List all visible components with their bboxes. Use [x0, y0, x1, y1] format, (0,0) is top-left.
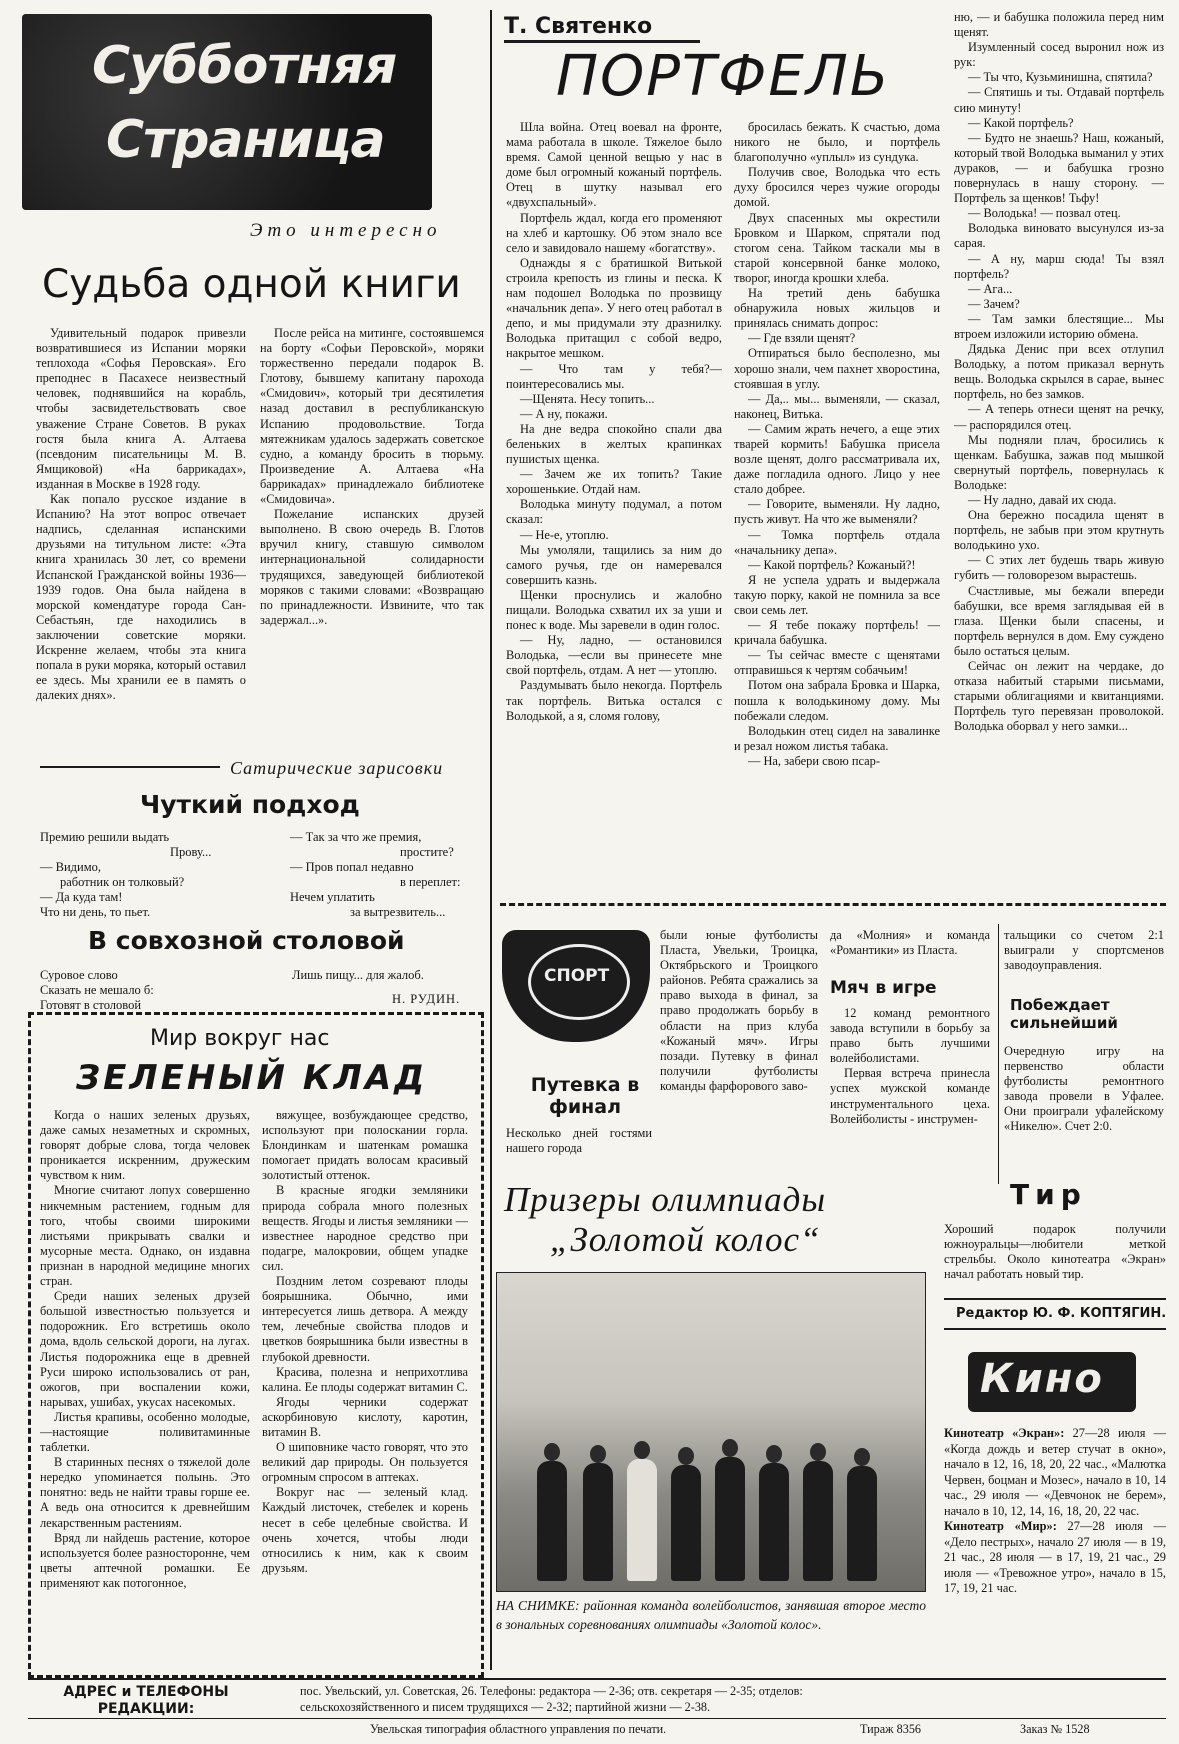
- column-rule: [490, 10, 492, 1670]
- divider: [504, 40, 700, 43]
- footer-print: Увельская типография областного управления по печати.: [370, 1722, 667, 1736]
- satire-poem2-right: Лишь пищу... для жалоб.: [292, 968, 424, 982]
- kino-1-text: 27—28 июля — «Когда дождь и ветер стучат в окно», начало в 12, 16, 18, 20, 22 час., «Малютка Червен, боцман и Мозес», начало в 10, 14 час., 29 июля — «Девчонок не берем», начало в 10, 12, 14, 16, 18, 20, 22 час.: [944, 1426, 1166, 1518]
- satire-title-1: Чуткий подход: [140, 790, 360, 819]
- satire-poem2-left: Суровое слово Сказать не мешало б: Готовят в столовой: [40, 968, 154, 1012]
- strong-title: Побеждает сильнейший: [1010, 996, 1118, 1032]
- book-story-col1: Удивительный подарок привезли возвратившиеся из Испании моряки теплохода «Софья Перовская». Его преподнес в Пасахесе неизвестный человек, поднявшийся на корабль, чтобы засвидетельствовать свое уважение Стране Советов. В руках гостя была книга А. Алтаева (псевдоним писательницы М. В. Ямщиковой) «На баррикадах», изданная в Москве в 1928 году. Как попало русское издание в Испанию? На этот вопрос отвечает надпись, сделанная испанскими друзьями на титульном листе: «Эта книга хранилась 30 лет, со времени Испанской Гражданской войны 1936—1939 годов. Она была найдена в морской комендатуре города Сан-Себастьян, где находились в заключении советские моряки. Искренне желаем, чтобы эта книга попала в руки моряка, который оставил ее здесь. Мы хранили ее в память о далеких днях».: [36, 326, 246, 703]
- footer-label: АДРЕС и ТЕЛЕФОНЫ РЕДАКЦИИ:: [63, 1684, 229, 1717]
- sport-col3: 12 команд ремонтного завода вступили в борьбу за право быть лучшими волейболистами. Первая встреча принесла успех мужской команде инструментального цеха. Волейболисты - инструмен-: [830, 1006, 990, 1126]
- green-rubric: Мир вокруг нас: [150, 1026, 330, 1051]
- divider: [40, 766, 220, 768]
- kino-1-name: Кинотеатр «Экран»:: [944, 1426, 1065, 1440]
- tir-title: Тир: [1010, 1178, 1087, 1211]
- photo-caption-lead: НА СНИМКЕ:: [496, 1598, 580, 1613]
- kino-2-text: 27—28 июля — «Дело пестрых», начало 27 июля — в 19, 21 час., 28 июля — в 17, 19, 21 час., 29 июля — «Тревожное утро», начало в 15, 17, 19, 21 час.: [944, 1519, 1166, 1595]
- satire-poem-left: Премию решили выдать Прову... — Видимо, работник он толковый? — Да куда там! Что ни день, то пьет.: [40, 830, 212, 919]
- footer-line-1: пос. Увельский, ул. Советская, 26. Телефоны: редактора — 2-36; отв. секретаря — 2-35; отделов:: [300, 1684, 803, 1698]
- sport-col4: Очередную игру на первенство области футболисты ремонтного завода провели в Уфалее. Они проиграли уфалейскому «Никелю». Счет 2:0.: [1004, 1044, 1164, 1134]
- sport-emblem-text: СПОРТ: [544, 966, 610, 986]
- footer-line-2: сельскохозяйственного и писем трудящихся — 2-32; партийной жизни — 2-38.: [300, 1700, 711, 1714]
- masthead-title-line2: Страница: [106, 110, 385, 170]
- olympiad-title-2: „Золотой колос“: [550, 1220, 821, 1259]
- masthead-title-line1: Субботняя: [92, 36, 397, 96]
- team-photo: [496, 1272, 926, 1592]
- footer-circulation: Тираж 8356: [860, 1722, 922, 1736]
- book-story-title: Судьба одной книги: [42, 262, 461, 307]
- portfel-col2: бросилась бежать. К счастью, дома никого не было, и портфель благополучно «уплыл» из сундука. Получив свое, Володька что есть духу бросился через чужие огороды домой. Двух спасенных мы окрестили Бровком и Шарком, спрятали под стогом сена. Тайком таскали мы в старой консервной банке молоко, творог, иногда крошки хлеба. На третий день бабушка обнаружила новых жильцов и принялась снимать допрос: — Где взяли щенят? Отпираться было бесполезно, мы хорошо знали, чем пахнет хворостина, стоявшая в углу. — Да,.. мы... выменяли, — сказал, наконец, Витька. — Самим жрать нечего, а еще этих тварей кормить! Бабушка присела возле щенят, долго рассматривала их, даже погладила одного. Лицо у нее стало добрее. — Говорите, выменяли. Ну ладно, пусть живут. На что же выменяли? — Томка портфель отдала «начальнику депа». — Какой портфель? Кожаный?! Я не успела удрать и выдержала такую порку, какой не помнила за все свои семь лет. — Я тебе покажу портфель! — кричала бабушка. — Ты сейчас вместе с щенятами отправишься к чертям собачьим! Потом она забрала Бровка и Шарка, пошла к володькиному дому. Мы побежали следом. Володькин отец сидел на завалинке и резал ножом листья табака. — На, забери свою псар-: [734, 120, 940, 768]
- kino-program: [944, 1426, 1166, 1597]
- ball-title: Мяч в игре: [830, 978, 937, 998]
- portfel-author: Т. Святенко: [504, 14, 653, 39]
- satire-title-2: В совхозной столовой: [88, 926, 405, 955]
- satire-author: Н. РУДИН.: [392, 992, 461, 1006]
- tir-text: Хороший подарок получили южноуральцы—любители меткой стрельбы. Около кинотеатра «Экран» начал работать новый тир.: [944, 1222, 1166, 1282]
- portfel-col3: ню, — и бабушка положила перед ним щенят. Изумленный сосед выронил нож из рук: — Ты что, Кузьминишна, спятила? — Спятишь и ты. Отдавай портфель сию минуту! — Какой портфель? — Будто не знаешь? Наш, кожаный, который твой Володька выманил у этих дураков, — и бабушка грозно повернулась в нашу сторону. — Портфель за щенков! Тьфу! — Володька! — позвал отец. Володька виновато высунулся из-за сарая. — А ну, марш сюда! Ты взял портфель? — Ага... — Зачем? — Там замки блестящие... Мы втроем изложили историю обмена. Дядька Денис при всех отлупил Володьку, а потом приказал вернуть вещь. Володька скрылся в сарае, вынес портфель, но без замков. — А теперь отнеси щенят на речку, — распорядился отец. Мы подняли плач, бросились к щенкам. Бабушка, зажав под мышкой свернутый портфель, повернулась к Володьке: — Ну ладно, давай их сюда. Она бережно посадила щенят в портфель, не забыв при этом крутнуть володькино ухо. — С этих лет будешь тварь живую губить — головорезом вырастешь. Счастливые, мы бежали впереди бабушки, все время заглядывая ей в глаза. Щенки были спасены, и портфель вернулся в дом. Ему суждено было остаться целым. Сейчас он лежит на чердаке, до отказа набитый старыми письмами, старыми облигациями и квитанциями. Портфель туго перевязан проволокой. Володька оборвал у него замки...: [954, 10, 1164, 734]
- divider: [944, 1298, 1166, 1300]
- divider: [28, 1678, 1166, 1680]
- book-story-col2: После рейса на митинге, состоявшемся на борту «Софьи Перовской», моряки торжественно передали подарок В. Глотову, бывшему капитану парохода «Смидович», который три десятилетия назад доставил в республиканскую Испанию продовольствие. Тогда мятежникам удалось задержать советское судно, а команду бросить в тюрьму. Произведение А. Алтаева «На баррикадах» принадлежало библиотеке «Смидовича». Пожелание испанских друзей выполнено. В свою очередь В. Глотов вручил книгу, ставшую символом интернациональной солидарности трудящихся, заведующей библиотекой моряков с такими словами: «Возвращаю по принадлежности. Извините, что так задержал...».: [260, 326, 484, 627]
- editor: Редактор Ю. Ф. КОПТЯГИН.: [956, 1306, 1167, 1321]
- sport-title: Путевка в финал: [530, 1074, 640, 1118]
- green-col2: вяжущее, возбуждающее средство, используют при полоскании горла. Блондинкам и шатенкам ромашка помогает придать волосам красивый золотистый оттенок. В красные ягодки земляники природа собрала много полезных веществ. Ягоды и листья земляники — известнее народное средство при подагре, малокровии, общем упадке сил. Поздним летом созревают плоды боярышника. Обычно, ими интересуется лишь детвора. А между тем, лечебные свойства плодов и цветков боярышника были известны в глубокой древности. Красива, полезна и неприхотлива калина. Ее плоды содержат витамин С. Ягоды черники содержат аскорбиновую кислоту, каротин, витамин В. О шиповнике часто говорят, что это великий дар природы. Он пользуется огромным спросом в аптеках. Вокруг нас — зеленый клад. Каждый листочек, стебелек и корень несет в себе целебные свойства. И очень хочется, чтобы люди относились к ним, как к своим друзьям.: [262, 1108, 468, 1575]
- sport-col2: были юные футболисты Пласта, Увельки, Троицка, Октябрьского и Троицкого районов. Ребята сражались за право выхода в финал, за право продолжать борьбу в области на приз клуба «Кожаный мяч». Игры позади. Путевку в финал получили футболисты команды фарфорового заво-: [660, 928, 818, 1093]
- masthead-logo: [22, 14, 432, 210]
- kino-2-name: Кинотеатр «Мир»:: [944, 1519, 1057, 1533]
- portfel-title: ПОРТФЕЛЬ: [556, 44, 891, 109]
- divider: [500, 903, 1166, 906]
- rubric-interesting: Это интересно: [250, 220, 442, 241]
- divider: [998, 924, 999, 1184]
- olympiad-title-1: Призеры олимпиады: [504, 1180, 827, 1219]
- kino-logo-text: Кино: [980, 1356, 1104, 1402]
- satire-poem-right: — Так за что же премия, простите? — Пров попал недавно в переплет: Нечем уплатить за вытрезвитель...: [290, 830, 461, 919]
- sport-col3-top: да «Молния» и команда «Романтики» из Пласта.: [830, 928, 990, 958]
- satire-rubric: Сатирические зарисовки: [230, 758, 444, 778]
- sport-col1: Несколько дней гостями нашего города: [506, 1126, 652, 1156]
- footer-order: Заказ № 1528: [1020, 1722, 1090, 1736]
- green-col1: Когда о наших зеленых друзьях, даже самых незаметных и скромных, говорят добрые слова, тогда человек проникается искренним, дружеским чувством к ним. Многие считают лопух совершенно никчемным растением, годным для того, чтобы своими широкими листьями прикрывать свалки и мусорные места. Однако, он издавна признан в народной медицине многих стран. Среди наших зеленых друзей большой известностью пользуется и подорожник. Его встретишь около дома, вдоль сельской дороги, на лугах. Листья подорожника еще в древней Руси широко использовались от ран, ожогов, при воспалении кожи, нарывах, ушибах, укусах насекомых. Листья крапивы, особенно молодые,—настоящие поливитаминные таблетки. В старинных песнях о тяжелой доле нередко упоминается полынь. Это понятно: ведь не найти травы горше ее. А ведь она относится к древнейшим лекарственным растениям. Вряд ли найдешь растение, которое используется более разносторонне, чем цветы аптечной ромашки. Ее применяют как потогонное,: [40, 1108, 250, 1590]
- divider: [28, 1718, 1166, 1719]
- divider: [944, 1328, 1166, 1330]
- photo-caption-text: районная команда волейболистов, занявшая второе место в зональных соревнованиях олимпиады «Золотой колос».: [496, 1598, 927, 1632]
- sport-col4-top: тальщики со счетом 2:1 выиграли у спортсменов заводоуправления.: [1004, 928, 1164, 973]
- green-title: ЗЕЛЕНЫЙ КЛАД: [76, 1058, 428, 1098]
- photo-caption: [496, 1596, 926, 1634]
- portfel-col1: Шла война. Отец воевал на фронте, мама работала в школе. Тяжелое было время. Самой ценной вещью у нас в доме был огромный кожаный портфель. Отец в шутку называл его «двухспальный». Портфель ждал, когда его променяют на хлеб и картошку. Об этом знало все село и завидовало нашему «богатству». Однажды я с братишкой Витькой строила крепость из глины и песка. К нам подошел Володька по прозвищу «начальник депа». У него отец работал в депо, и мы придумали эту дразнилку. Володька притащил с собой ведро, накрытое мешком. — Что там у тебя?—поинтересовались мы. —Щенята. Несу топить... — А ну, покажи. На дне ведра спокойно спали два беленьких в желтых крапинках пушистых щенка. — Зачем же их топить? Такие хорошенькие. Отдай нам. Володька минуту подумал, а потом сказал: — Не-е, утоплю. Мы умоляли, тащились за ним до самого ручья, где он намеревался совершить казнь. Щенки проснулись и жалобно пищали. Володька схватил их за уши и понес к воде. Мы заревели в один голос. — Ну, ладно, — остановился Володька, —если вы принесете мне свой портфель, отдам. А нет — утоплю. Раздумывать было некогда. Портфель так портфель. Витька остался с Володькой, а я, сломя голову,: [506, 120, 722, 723]
